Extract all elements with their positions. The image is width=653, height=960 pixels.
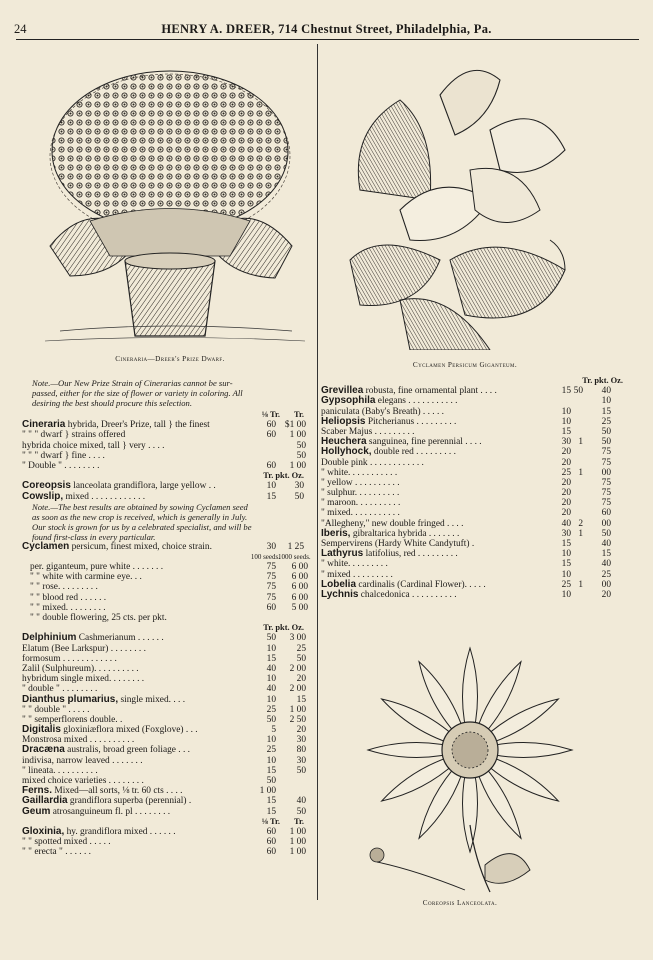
price-value: 40 [601, 559, 611, 570]
price-value: 20 [561, 457, 571, 468]
plant-name: Dracæna [22, 744, 65, 756]
entry-description: australis, broad green foliage . . . [67, 745, 191, 756]
price-value: 30 [561, 528, 571, 539]
header-rule [16, 39, 639, 40]
price-value: 1 00 [289, 460, 306, 471]
price-value: 50 [601, 437, 611, 448]
catalog-entry [22, 766, 307, 776]
price-value: 1 [578, 579, 583, 590]
price-value: 25 [561, 467, 571, 478]
catalog-entry [22, 745, 307, 755]
catalog-entry [22, 705, 307, 715]
price-value: 25 [601, 416, 611, 427]
entry-description: " " double flowering, 25 cts. per pkt. [30, 613, 167, 623]
price-value: 25 [296, 643, 306, 654]
price-value: 10 [561, 549, 571, 560]
price-value: 60 [266, 430, 276, 441]
price-value: 00 [601, 518, 611, 529]
price-value: 60 [266, 837, 276, 848]
price-value: 25 [561, 579, 571, 590]
price-value: 15 [266, 491, 276, 502]
price-value: 20 [561, 488, 571, 499]
catalog-entry [321, 447, 631, 457]
catalog-entry: Cyclamen persicum, finest mixed, choice strain. 30 1 25 [22, 540, 304, 552]
price-value: 20 [561, 447, 571, 458]
entry-description: " white. . . . . . . . . . . [321, 467, 398, 478]
price-value: 1 [578, 437, 583, 448]
plant-name: Gloxinia, [22, 825, 65, 837]
price-value: 50 [601, 528, 611, 539]
seeds-header: 100 seeds. 1000 seeds. [250, 552, 311, 561]
entry-description: hy. grandiflora mixed . . . . . . [66, 826, 176, 837]
entry-description: grandiflora superba (perennial) . [69, 796, 192, 807]
price-value: 60 [266, 420, 276, 431]
price-header: ⅛ Tr. Tr. [261, 816, 304, 826]
plant-name: Lathyrus [321, 548, 364, 560]
catalog-entry [30, 562, 307, 572]
price-value: 50 [296, 765, 306, 776]
price-value: 1 00 [289, 826, 306, 837]
entry-description: Double pink . . . . . . . . . . . . [321, 457, 424, 468]
price-value: 10 [561, 416, 571, 427]
price-value: 50 [296, 806, 306, 817]
price-value: 10 [266, 755, 276, 766]
price-value: 15 [266, 653, 276, 664]
price-value: 2 00 [289, 684, 306, 695]
price-value: 60 [266, 847, 276, 858]
entry-description: Monstrosa mixed . . . . . . . . . . [22, 735, 135, 746]
price-value: 20 [296, 725, 306, 736]
price-value: 1 00 [289, 847, 306, 858]
catalog-entry [22, 451, 307, 461]
coreopsis-illustration [355, 640, 615, 895]
entry-description: Sempervirens (Hardy White Candytuft) . [321, 539, 475, 549]
price-value: 1 00 [289, 837, 306, 848]
price-value: 10 [561, 569, 571, 580]
catalog-entry [22, 664, 307, 674]
price-value: 5 [271, 725, 276, 736]
header-title: HENRY A. DREER, 714 Chestnut Street, Philadelphia, Pa. [161, 22, 492, 36]
price-header: ⅛ Tr. Tr. [261, 410, 304, 419]
price-value: 6 00 [291, 572, 308, 583]
price-value: 30 [296, 755, 306, 766]
price-value: 1 [578, 467, 583, 478]
price-value: 6 00 [291, 582, 308, 593]
price-value: 10 [266, 481, 276, 492]
entry-description: Zalil (Sulphureum). . . . . . . . . . [22, 663, 139, 674]
page-number: 24 [14, 22, 27, 36]
entry-description: " " double " . . . . . [22, 704, 90, 715]
price-value: 10 [266, 735, 276, 746]
entry-description: hybridum single mixed. . . . . . . . [22, 674, 145, 685]
price-value: 75 [266, 562, 276, 573]
plant-name: Gypsophila [321, 395, 376, 407]
entry-description: paniculata (Baby's Breath) . . . . . [321, 406, 445, 417]
price-value: 50 [573, 386, 583, 397]
price-value: 20 [561, 508, 571, 519]
price-value: 15 [561, 539, 571, 549]
price-value: 1 00 [289, 704, 306, 715]
entry-description: mixed choice varieties . . . . . . . . [22, 776, 144, 786]
entry-description: " mixed . . . . . . . . . [321, 569, 393, 580]
price-value: 20 [601, 589, 611, 600]
price-value: 20 [561, 477, 571, 488]
plant-name: Ferns. [22, 785, 53, 797]
column-divider [317, 44, 318, 900]
entry-description: hybrida, Dreer's Prize, tall } the finest [67, 420, 210, 431]
price-value: 75 [601, 498, 611, 509]
entry-description: " " mixed. . . . . . . . . [30, 602, 106, 613]
catalog-entry [22, 654, 307, 664]
price-value: 60 [266, 826, 276, 837]
price-value: 40 [266, 684, 276, 695]
price-value: 75 [601, 447, 611, 458]
catalog-entry [321, 407, 631, 417]
price-value: 15 [266, 806, 276, 817]
catalog-entry [22, 674, 307, 684]
catalog-entry [321, 590, 631, 600]
price-value: 3 00 [289, 633, 306, 644]
catalog-entry [321, 458, 631, 468]
cineraria-caption: Cineraria—Dreer's Prize Dwarf. [115, 355, 225, 363]
plant-name: Cowslip, [22, 490, 64, 502]
entry-description: robusta, fine ornamental plant . . . . [365, 386, 497, 397]
entry-description: sanguinea, fine perennial . . . . [368, 437, 482, 448]
entry-description: " double " . . . . . . . . [22, 684, 98, 695]
price-value: $1 00 [284, 420, 306, 431]
entry-description: "Allegheny," new double fringed . . . . [321, 518, 464, 529]
cyclamen-illustration [340, 60, 580, 350]
price-value: 75 [266, 582, 276, 593]
entry-description: Elatum (Bee Larkspur) . . . . . . . . [22, 643, 146, 654]
price-value: 15 [561, 426, 571, 437]
price-value: 60 [266, 460, 276, 471]
price-value: 1 [578, 528, 583, 539]
price-value: 50 [601, 426, 611, 437]
catalog-entry [321, 478, 631, 488]
price-value: 2 50 [289, 714, 306, 725]
price-value: 15 [266, 765, 276, 776]
price-value: 75 [601, 457, 611, 468]
price-value: 20 [296, 674, 306, 685]
catalog-entry [30, 603, 307, 613]
entry-description: " " erecta " . . . . . . [22, 847, 92, 858]
plant-name: Iberis, [321, 527, 351, 539]
entry-description: " " semperflorens double. . [22, 714, 123, 725]
price-header: Tr. pkt. Oz. [582, 376, 623, 385]
price-value: 75 [601, 488, 611, 499]
entry-description: " " white with carmine eye. . . [30, 572, 142, 583]
price-value: 40 [601, 386, 611, 397]
price-value: 6 00 [291, 562, 308, 573]
plant-name: Heuchera [321, 436, 367, 448]
catalog-entry [22, 725, 307, 735]
entry-description: mixed . . . . . . . . . . . . [65, 491, 146, 502]
catalog-entry [22, 807, 307, 817]
price-value: 50 [296, 450, 306, 461]
entry-description: lanceolata grandiflora, large yellow . . [73, 481, 216, 492]
plant-name: Grevillea [321, 385, 364, 397]
catalog-entry [30, 613, 307, 623]
catalog-entry [22, 441, 307, 451]
price-value: 2 [578, 518, 583, 529]
entry-description: Cashmerianum . . . . . . [78, 633, 164, 644]
catalog-entry [22, 796, 307, 806]
price-value: 50 [266, 776, 276, 786]
cineraria-illustration [30, 46, 312, 346]
catalog-entry [22, 492, 307, 502]
right-column [321, 376, 631, 600]
catalog-entry [321, 498, 631, 508]
price-value: 50 [294, 491, 304, 502]
entry-description: hybrida choice mixed, tall } very . . . . [22, 440, 165, 451]
price-value: 25 [266, 704, 276, 715]
plant-name: Lychnis [321, 588, 359, 600]
price-value: 00 [601, 467, 611, 478]
price-value: 50 [296, 440, 306, 451]
catalog-entry [30, 572, 307, 582]
price-value: 30 [296, 735, 306, 746]
catalog-entry [321, 396, 631, 406]
catalog-entry [321, 427, 631, 437]
left-column [22, 378, 311, 858]
running-header [14, 22, 639, 38]
plant-name: Hollyhock, [321, 446, 372, 458]
price-value: 15 [601, 406, 611, 417]
plant-name: Lobelia [321, 578, 357, 590]
entry-description: gibraltarica hybrida . . . . . . . [352, 528, 460, 539]
catalog-entry [30, 593, 307, 603]
price-value: 60 [266, 602, 276, 613]
catalog-entry [321, 488, 631, 498]
plant-name: Gaillardia [22, 795, 68, 807]
price-value: 10 [601, 396, 611, 407]
catalog-entry [22, 481, 307, 491]
catalog-entry [321, 559, 631, 569]
price-value: 40 [266, 663, 276, 674]
catalog-entry [22, 776, 307, 786]
price-value: 1 00 [289, 430, 306, 441]
entry-description: Scaber Majus . . . . . . . . . [321, 426, 415, 437]
price-value: 15 [561, 559, 571, 570]
price-value: 1 00 [259, 786, 276, 797]
catalog-entry [321, 417, 631, 427]
entry-description: double red . . . . . . . . . [373, 447, 456, 458]
entry-description: " Double " . . . . . . . . [22, 460, 100, 471]
price-value: 10 [266, 643, 276, 654]
price-value: 40 [296, 796, 306, 807]
coreopsis-caption: Coreopsis Lanceolata. [422, 899, 498, 907]
catalog-entry [321, 519, 631, 529]
plant-name: Delphinium [22, 632, 77, 644]
price-value: 25 [266, 745, 276, 756]
price-header: Tr. pkt. Oz. [263, 623, 304, 633]
entry-description: " " " dwarf } fine . . . . [22, 450, 105, 461]
price-value: 00 [601, 579, 611, 590]
entry-description: " " spotted mixed . . . . . [22, 837, 111, 848]
cyclamen-note: Note.—The best results are obtained by sowing Cyclamen seed as soon as the new crop is received, which is generally in July. Our stock is grown for us by a celebrated specialist, and will be found first-class in every particular. [32, 501, 252, 542]
catalog-entry [22, 695, 307, 705]
price-value: 50 [266, 714, 276, 725]
price-value: 30 [294, 481, 304, 492]
catalog-entry [321, 570, 631, 580]
plant-name: Coreopsis [22, 480, 71, 492]
catalog-entry [22, 756, 307, 766]
price-value: 25 [601, 569, 611, 580]
price-value: 80 [296, 745, 306, 756]
entry-description: " lineata. . . . . . . . . . [22, 765, 98, 776]
entry-description: latifolius, red . . . . . . . . . [365, 549, 458, 560]
entry-description: " " blood red . . . . . . [30, 592, 107, 603]
cyclamen-caption: Cyclamen Persicum Giganteum. [412, 361, 518, 369]
plant-name: Dianthus plumarius, [22, 693, 119, 705]
catalog-entry [22, 837, 307, 847]
entry-description: " " rose. . . . . . . . . [30, 582, 98, 593]
catalog-entry [22, 644, 307, 654]
catalog-entry [321, 539, 631, 549]
price-value: 15 [601, 549, 611, 560]
price-value: 10 [561, 406, 571, 417]
price-value: 60 [601, 508, 611, 519]
catalog-entry [22, 430, 307, 440]
price-value: 15 [296, 694, 306, 705]
price-header: Tr. pkt. Oz. [263, 471, 304, 481]
catalog-entry [321, 468, 631, 478]
catalog-entry [321, 508, 631, 518]
price-value: 30 [561, 437, 571, 448]
entry-description: per. giganteum, pure white . . . . . . . [30, 562, 164, 573]
plant-name: Geum [22, 805, 51, 817]
entry-description: " sulphur. . . . . . . . . . [321, 488, 400, 499]
entry-description: gloxiniæflora mixed (Foxglove) . . . [63, 725, 198, 736]
price-value: 40 [561, 518, 571, 529]
entry-description: " maroon. . . . . . . . . . [321, 498, 401, 509]
price-value: 50 [266, 633, 276, 644]
catalog-entry [22, 847, 307, 857]
price-value: 15 [266, 796, 276, 807]
entry-description: formosum . . . . . . . . . . . . [22, 653, 117, 664]
plant-name: Digitalis [22, 724, 61, 736]
price-value: 15 [561, 386, 571, 397]
catalog-entry [22, 633, 307, 643]
price-value: 10 [266, 674, 276, 685]
entry-description: Pitcherianus . . . . . . . . . [367, 416, 457, 427]
entry-description: cardinalis (Cardinal Flower). . . . . [358, 579, 486, 590]
cineraria-note: Note.—Our New Prize Strain of Cinerarias cannot be sur- passed, either for the size of flower or variety in coloring. All desiring the best should procure this selection. [32, 378, 243, 408]
entry-description: elegans . . . . . . . . . . . [377, 396, 458, 407]
entry-description: " " " dwarf } strains offered [22, 430, 126, 441]
entry-description: Mixed—all sorts, ⅛ tr. 60 cts . . . . [54, 786, 183, 797]
entry-description: indivisa, narrow leaved . . . . . . . [22, 755, 143, 766]
price-value: 75 [601, 477, 611, 488]
price-value: 6 00 [291, 592, 308, 603]
plant-name: Heliopsis [321, 415, 366, 427]
entry-description: " yellow . . . . . . . . . . [321, 477, 400, 488]
plant-name: Cineraria [22, 419, 66, 431]
price-value: 50 [296, 653, 306, 664]
price-value: 2 00 [289, 663, 306, 674]
price-value: 5 00 [291, 602, 308, 613]
catalog-entry [22, 827, 307, 837]
entry-description: " white. . . . . . . . . [321, 559, 388, 570]
entry-description: atrosanguineum fl. pl . . . . . . . . [52, 806, 171, 817]
price-value: 75 [266, 592, 276, 603]
catalog-entry [22, 461, 307, 471]
catalog-entry [321, 549, 631, 559]
entry-description: single mixed. . . . [120, 694, 186, 705]
catalog-entry [22, 420, 307, 430]
price-value: 20 [561, 498, 571, 509]
price-value: 10 [561, 589, 571, 600]
price-value: 10 [266, 694, 276, 705]
entry-description: " mixed. . . . . . . . . . . [321, 508, 400, 519]
catalog-entry [22, 715, 307, 725]
catalog-entry [321, 580, 631, 590]
catalog-entry [30, 582, 307, 592]
catalog-entry [321, 529, 631, 539]
price-value: 40 [601, 539, 611, 549]
entry-description: chalcedonica . . . . . . . . . . [360, 589, 457, 600]
price-value: 75 [266, 572, 276, 583]
